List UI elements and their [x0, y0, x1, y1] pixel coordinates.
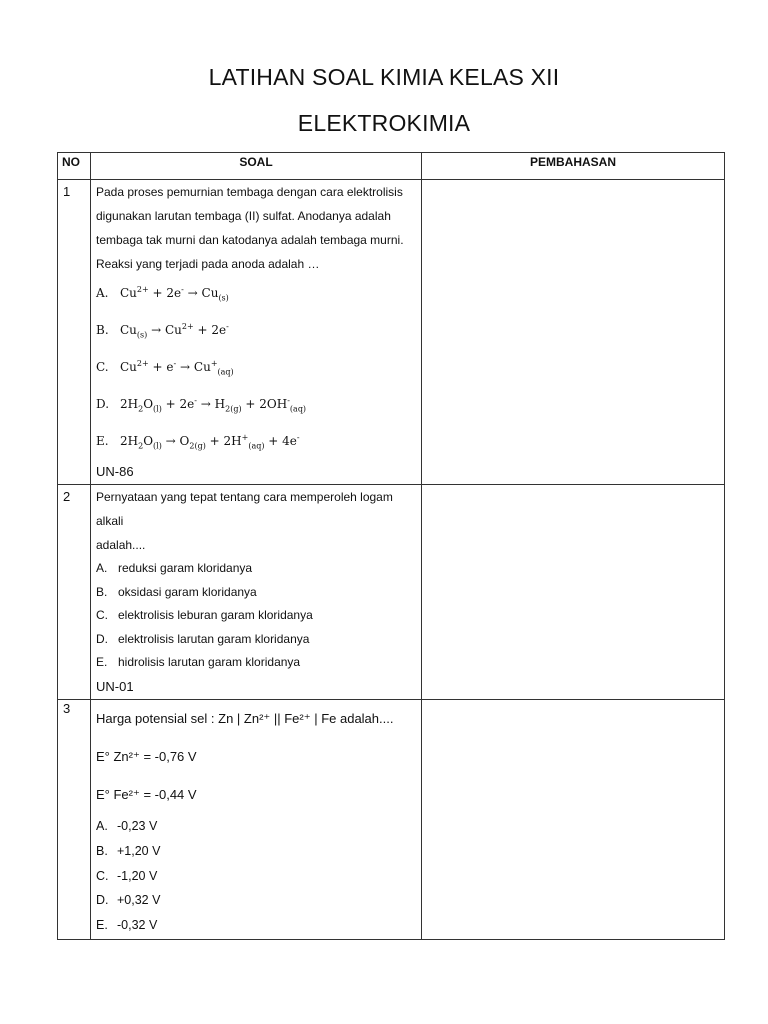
- option-e: E. hidrolisis larutan garam kloridanya: [96, 655, 301, 670]
- question-number: 2: [58, 485, 91, 700]
- question-number: 1: [58, 180, 91, 485]
- question-text-line: Pernyataan yang tepat tentang cara memperoleh logam alkali: [96, 490, 393, 529]
- document-subtitle: ELEKTROKIMIA: [297, 110, 471, 136]
- question-text-line: digunakan larutan tembaga (II) sulfat. Anodanya adalah: [96, 209, 391, 223]
- header-pembahasan: PEMBAHASAN: [422, 153, 725, 180]
- electrode-potential-fe: E° Fe²⁺ = -0,44 V: [96, 786, 197, 802]
- option-a: A. $Cu^{2+} + 2e^- \to Cu_{(s)}$: [96, 285, 229, 303]
- option-b: B. oksidasi garam kloridanya: [96, 584, 257, 599]
- question-cell: [91, 699, 422, 939]
- document-title: LATIHAN SOAL KIMIA KELAS XII: [208, 64, 560, 90]
- option-d: D. elektrolisis larutan garam kloridanya: [96, 631, 310, 646]
- header-soal: SOAL: [91, 153, 422, 180]
- option-c: C. -1,20 V: [96, 868, 158, 883]
- pembahasan-cell: [422, 699, 725, 939]
- question-cell: [91, 180, 422, 485]
- option-a: A. -0,23 V: [96, 818, 158, 833]
- option-e: E. -0,32 V: [96, 918, 158, 933]
- question-table: [57, 152, 725, 940]
- table-row: [58, 485, 725, 700]
- pembahasan-cell: [422, 180, 725, 485]
- option-b: B. $Cu_{(s)} \to Cu^{2+} + 2e^-$: [96, 321, 229, 340]
- table-row: [58, 699, 725, 939]
- option-e: E. $2H_2O_{(l)} \to O_{2(g)} + 2H^+_{(aq)} + 4e^-$: [96, 432, 300, 450]
- question-text-line: Reaksi yang terjadi pada anoda adalah …: [96, 257, 320, 271]
- pembahasan-cell: [422, 485, 725, 700]
- question-number: 3: [58, 699, 91, 939]
- question-text-line: Harga potensial sel : Zn | Zn²⁺ || Fe²⁺ | Fe adalah....: [96, 710, 394, 726]
- option-d: D. +0,32 V: [96, 893, 161, 908]
- question-text-line: adalah....: [96, 538, 146, 553]
- table-row: [58, 180, 725, 485]
- question-source: UN-86: [96, 464, 134, 480]
- option-c: C. elektrolisis leburan garam kloridanya: [96, 608, 313, 623]
- option-b: B. +1,20 V: [96, 843, 161, 858]
- option-d: D. $2H_2O_{(l)} + 2e^- \to H_{2(g)} + 2OH^-_{(aq)}$: [96, 395, 307, 414]
- header-no: NO: [58, 153, 91, 180]
- question-text-line: Pada proses pemurnian tembaga dengan cara elektrolisis: [96, 185, 403, 199]
- option-a: A. reduksi garam kloridanya: [96, 561, 253, 576]
- question-source: UN-01: [96, 678, 134, 694]
- question-cell: [91, 485, 422, 700]
- question-text-line: tembaga tak murni dan katodanya adalah tembaga murni.: [96, 233, 404, 247]
- electrode-potential-zn: E° Zn²⁺ = -0,76 V: [96, 748, 197, 764]
- option-c: C. $Cu^{2+} + e^- \to Cu^+_{(aq)}$: [96, 358, 234, 377]
- table-header-row: [58, 153, 725, 180]
